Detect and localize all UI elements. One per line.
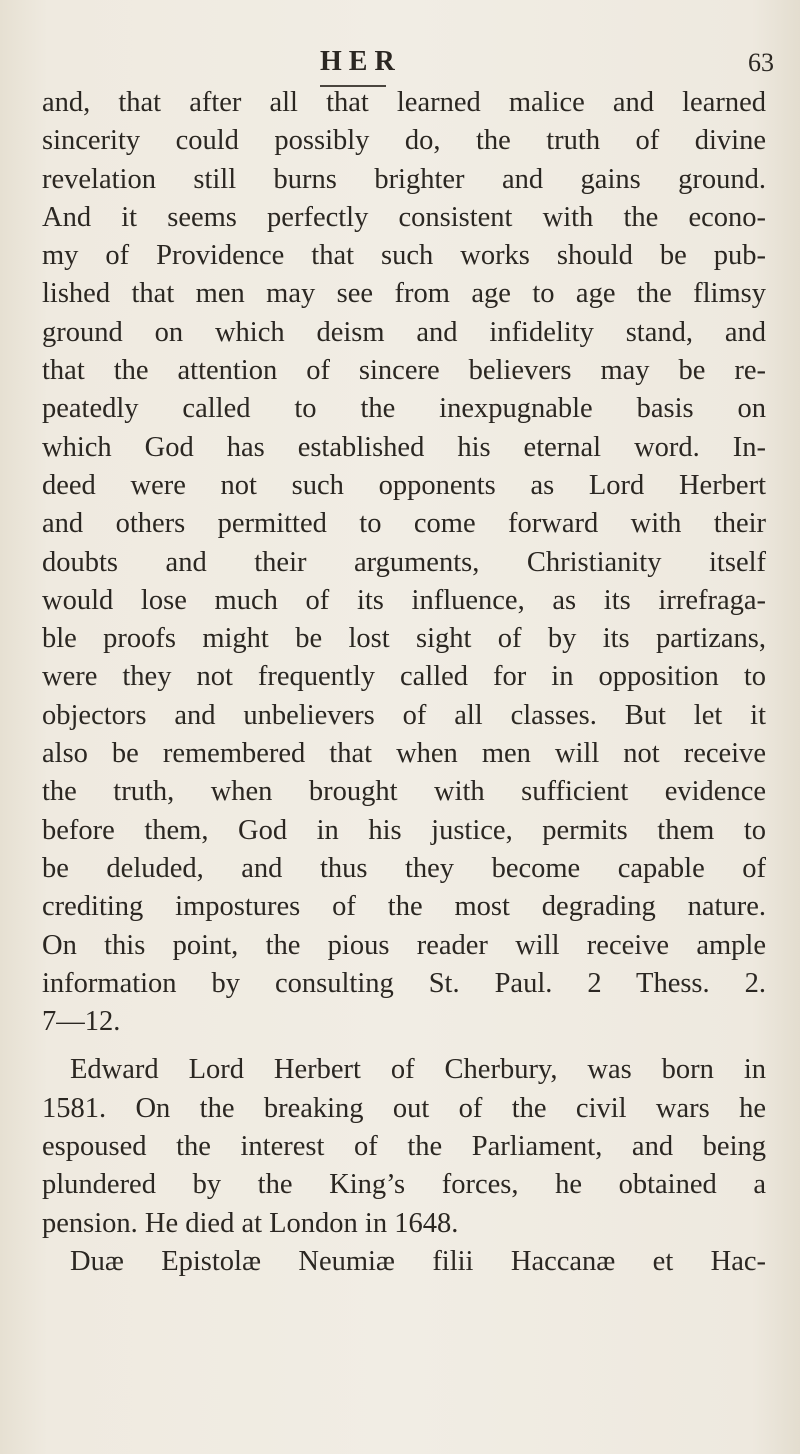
text-line: before them, God in his justice, permits them to — [42, 814, 766, 846]
text-line: would lose much of its influence, as its irrefraga- — [42, 584, 766, 616]
text-line: 7—12. — [42, 1006, 121, 1038]
paragraph-3 — [42, 1243, 766, 1281]
running-head: HER — [320, 46, 402, 77]
text-line: espoused the interest of the Parliament, and being — [42, 1131, 766, 1163]
text-line: ble proofs might be lost sight of by its partizans, — [42, 623, 766, 655]
text-line: lished that men may see from age to age the flimsy — [42, 278, 766, 310]
text-line: were they not frequently called for in opposition to — [42, 661, 766, 693]
text-line: crediting impostures of the most degrading nature. — [42, 891, 766, 923]
text-line: and others permitted to come forward with their — [42, 508, 766, 540]
page-header — [0, 40, 800, 80]
text-line: Edward Lord Herbert of Cherbury, was born in — [70, 1054, 766, 1086]
paragraph-1 — [42, 84, 766, 1041]
text-line: And it seems perfectly consistent with the econo- — [42, 201, 766, 233]
paragraph-2 — [42, 1051, 766, 1242]
text-line: deed were not such opponents as Lord Herbert — [42, 469, 766, 501]
page-number: 63 — [748, 48, 774, 77]
text-line: which God has established his eternal word. In- — [42, 431, 766, 463]
body-text — [42, 84, 766, 1281]
text-line: the truth, when brought with sufficient evidence — [42, 776, 766, 808]
text-line: also be remembered that when men will not receive — [42, 738, 766, 770]
text-line: 1581. On the breaking out of the civil wars he — [42, 1092, 766, 1124]
text-line: ground on which deism and infidelity stand, and — [42, 316, 766, 348]
text-line: and, that after all that learned malice and learned — [42, 87, 766, 118]
text-line: that the attention of sincere believers may be re- — [42, 355, 766, 387]
text-line: Duæ Epistolæ Neumiæ filii Haccanæ et Hac- — [70, 1245, 766, 1277]
text-line: doubts and their arguments, Christianity itself — [42, 546, 766, 578]
text-line: objectors and unbelievers of all classes. But let it — [42, 699, 766, 731]
text-line: my of Providence that such works should be pub- — [42, 240, 766, 272]
text-line: be deluded, and thus they become capable of — [42, 852, 766, 884]
text-line: plundered by the King’s forces, he obtained a — [42, 1169, 766, 1201]
text-line: information by consulting St. Paul. 2 Thess. 2. — [42, 967, 766, 999]
text-line: peatedly called to the inexpugnable basis on — [42, 393, 766, 425]
text-line: sincerity could possibly do, the truth of divine — [42, 125, 766, 157]
text-line: On this point, the pious reader will receive ample — [42, 929, 766, 961]
text-line: revelation still burns brighter and gains ground. — [42, 163, 766, 195]
text-line: pension. He died at London in 1648. — [42, 1207, 459, 1239]
